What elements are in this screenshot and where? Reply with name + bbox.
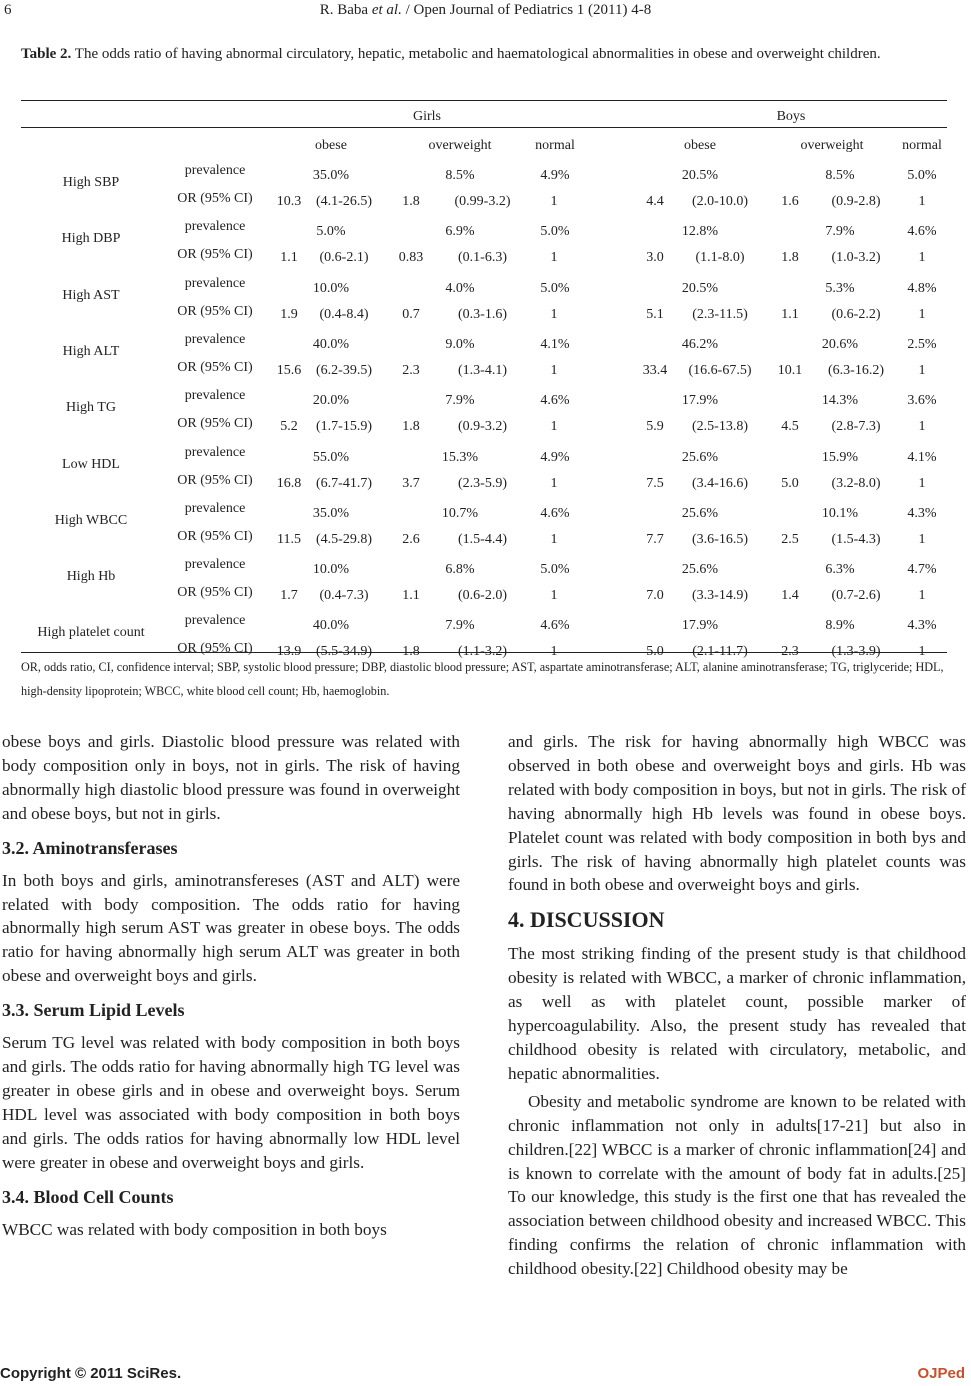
heading-aminotransferases: 3.2. Aminotransferases bbox=[2, 837, 178, 858]
table-caption-text: The odds ratio of having abnormal circulatory, hepatic, metabolic and haematological abnormalities in obese and overweight children. bbox=[71, 46, 881, 62]
cell-girls-or: 1.1 bbox=[280, 250, 298, 265]
cell-boys-or: (1.3-3.9) bbox=[831, 644, 881, 659]
row-type-prevalence: prevalence bbox=[184, 501, 246, 516]
cell-boys-prevalence: 8.9% bbox=[825, 618, 855, 633]
subheader-girls-normal: normal bbox=[535, 138, 575, 153]
cell-boys-or: 1.1 bbox=[781, 307, 799, 322]
row-type-or: OR (95% CI) bbox=[177, 304, 253, 319]
cell-boys-prevalence: 6.3% bbox=[825, 562, 855, 577]
cell-girls-prevalence: 35.0% bbox=[312, 506, 350, 521]
row-type-prevalence: prevalence bbox=[184, 613, 246, 628]
cell-boys-prevalence: 5.0% bbox=[907, 168, 937, 183]
cell-girls-or: 1 bbox=[550, 250, 558, 265]
cell-girls-or: 0.83 bbox=[398, 250, 424, 265]
cell-girls-or: 13.9 bbox=[276, 644, 302, 659]
left-column bbox=[2, 730, 460, 1242]
running-title: R. Baba et al. / Open Journal of Pediatrics 1 (2011) 4-8 bbox=[319, 2, 652, 18]
paragraph-blood-cell-counts: WBCC was related with body composition in both boys bbox=[2, 1219, 387, 1239]
cell-boys-or: 2.5 bbox=[781, 532, 799, 547]
cell-girls-or: (0.9-3.2) bbox=[458, 419, 507, 434]
cell-boys-prevalence: 20.5% bbox=[681, 281, 719, 296]
cell-boys-prevalence: 20.5% bbox=[681, 168, 719, 183]
paragraph-intro: obese boys and girls. Diastolic blood pressure was related with body composition only in boys, not in girls. The risk of having abnormally high diastolic blood pressure was found in overweight and obese boys, but not in girls. bbox=[2, 732, 460, 823]
row-type-or: OR (95% CI) bbox=[177, 416, 253, 431]
row-type-prevalence: prevalence bbox=[184, 332, 246, 347]
cell-boys-or: 1 bbox=[918, 363, 926, 378]
cell-boys-or: 5.1 bbox=[646, 307, 664, 322]
cell-girls-or: (0.99-3.2) bbox=[454, 194, 511, 209]
row-type-prevalence: prevalence bbox=[184, 445, 246, 460]
paragraph-aminotransferases: In both boys and girls, aminotransfereses (AST and ALT) were related with body composition. The odds ratio for having abnormally high serum AST was greater in obese boys. The odds ratio for having abnormally high serum ALT was greater in both obese and overweight boys and girls. bbox=[2, 870, 460, 986]
cell-boys-or: (2.1-11.7) bbox=[692, 644, 748, 659]
cell-girls-prevalence: 5.0% bbox=[540, 224, 570, 239]
cell-boys-or: 5.0 bbox=[646, 644, 664, 659]
cell-girls-prevalence: 4.6% bbox=[540, 618, 570, 633]
cell-girls-or: 1.1 bbox=[402, 588, 420, 603]
cell-girls-or: 1 bbox=[550, 419, 558, 434]
cell-girls-or: (6.2-39.5) bbox=[316, 363, 372, 378]
cell-boys-or: (0.6-2.2) bbox=[831, 307, 881, 322]
cell-boys-or: (3.2-8.0) bbox=[831, 476, 881, 491]
cell-boys-or: 5.0 bbox=[781, 476, 799, 491]
row-type-or: OR (95% CI) bbox=[177, 247, 253, 262]
table-footnote: OR, odds ratio, CI, confidence interval; SBP, systolic blood pressure; DBP, diastolic blood pressure; AST, aspartate aminotransferase; ALT, alanine aminotransferase; TG, triglyceride; HDL, high-density lipoprotein; WBCC, white blood cell count; Hb, haemoglobin. bbox=[21, 660, 944, 698]
cell-boys-prevalence: 25.6% bbox=[681, 562, 719, 577]
cell-girls-or: 1 bbox=[550, 644, 558, 659]
cell-boys-prevalence: 17.9% bbox=[681, 618, 719, 633]
cell-boys-or: 4.4 bbox=[646, 194, 664, 209]
cell-girls-or: 1.8 bbox=[402, 644, 420, 659]
subheader-girls-obese: obese bbox=[315, 138, 347, 153]
paragraph-discussion-2: Obesity and metabolic syndrome are known to be related with chronic inflammation not only in adults[17-21] but also in children.[22] WBCC is a marker of chronic inflammation[24] and is known to correlate with the amount of body fat in adults.[25] To our knowledge, this study is the first one that has revealed the association between childhood obesity and increased WBCC. This finding confirms the relation of chronic inflammation with childhood obesity.[22] Childhood obesity may be bbox=[508, 1091, 966, 1279]
cell-girls-or: (5.5-34.9) bbox=[316, 644, 372, 659]
cell-girls-or: 3.7 bbox=[402, 476, 420, 491]
row-type-or: OR (95% CI) bbox=[177, 641, 253, 656]
cell-girls-or: (0.1-6.3) bbox=[458, 250, 507, 265]
cell-girls-prevalence: 5.0% bbox=[540, 562, 570, 577]
row-label: High SBP bbox=[62, 175, 120, 190]
cell-girls-or: (1.3-4.1) bbox=[458, 363, 507, 378]
row-type-or: OR (95% CI) bbox=[177, 360, 253, 375]
cell-boys-or: (2.5-13.8) bbox=[692, 419, 748, 434]
row-label: High Hb bbox=[66, 569, 116, 584]
cell-boys-prevalence: 17.9% bbox=[681, 393, 719, 408]
subheader-boys-normal: normal bbox=[902, 138, 942, 153]
cell-boys-or: (2.8-7.3) bbox=[831, 419, 881, 434]
cell-girls-prevalence: 8.5% bbox=[445, 168, 475, 183]
cell-boys-or: 10.1 bbox=[777, 363, 803, 378]
cell-boys-or: 1 bbox=[918, 532, 926, 547]
table-caption-label: Table 2. bbox=[21, 46, 72, 62]
cell-girls-prevalence: 35.0% bbox=[312, 168, 350, 183]
cell-boys-or: (1.5-4.3) bbox=[831, 532, 881, 547]
row-label: High DBP bbox=[61, 231, 121, 246]
journal-abbrev: OJPed bbox=[917, 1365, 965, 1382]
cell-boys-or: (2.0-10.0) bbox=[692, 194, 748, 209]
cell-girls-prevalence: 7.9% bbox=[445, 618, 475, 633]
cell-girls-prevalence: 40.0% bbox=[312, 337, 350, 352]
paragraph-discussion-1: The most striking finding of the present study is that childhood obesity is related with WBCC, a marker of chronic inflammation, as well as with platelet count, possible marker of hypercoagulability. Also, the present study has revealed that childhood obesity is related with circulatory, metabolic, and hepatic abnormalities. bbox=[508, 944, 966, 1083]
row-type-or: OR (95% CI) bbox=[177, 529, 253, 544]
cell-girls-prevalence: 55.0% bbox=[312, 450, 350, 465]
page-number: 6 bbox=[4, 2, 12, 18]
cell-boys-prevalence: 46.2% bbox=[681, 337, 719, 352]
row-label: High WBCC bbox=[54, 513, 128, 528]
cell-boys-or: 1 bbox=[918, 644, 926, 659]
copyright: Copyright © 2011 SciRes. bbox=[0, 1365, 182, 1382]
cell-girls-prevalence: 10.7% bbox=[441, 506, 479, 521]
cell-boys-or: (0.7-2.6) bbox=[831, 588, 881, 603]
cell-boys-or: 1 bbox=[918, 588, 926, 603]
cell-girls-or: (0.4-8.4) bbox=[319, 307, 369, 322]
cell-boys-prevalence: 4.3% bbox=[907, 506, 937, 521]
cell-boys-prevalence: 5.3% bbox=[825, 281, 855, 296]
cell-girls-prevalence: 5.0% bbox=[316, 224, 346, 239]
group-header-girls: Girls bbox=[413, 109, 441, 124]
cell-boys-or: (3.6-16.5) bbox=[692, 532, 748, 547]
paragraph-lipids: Serum TG level was related with body composition in both boys and girls. The odds ratio for having abnormally high TG level was greater in obese girls and in obese and overweight boys. Serum HDL level was associated with body composition in both boys and girls. The odds ratios for having abnormally low HDL level were greater in obese and overweight boys and girls. bbox=[2, 1033, 460, 1172]
cell-girls-prevalence: 7.9% bbox=[445, 393, 475, 408]
cell-girls-prevalence: 4.0% bbox=[445, 281, 475, 296]
cell-boys-or: 33.4 bbox=[642, 363, 668, 378]
cell-girls-or: 5.2 bbox=[280, 419, 298, 434]
cell-boys-or: 1 bbox=[918, 476, 926, 491]
cell-boys-or: 7.0 bbox=[646, 588, 664, 603]
table-header-rule bbox=[21, 127, 947, 128]
row-type-prevalence: prevalence bbox=[184, 388, 246, 403]
cell-girls-or: 0.7 bbox=[402, 307, 420, 322]
cell-girls-prevalence: 40.0% bbox=[312, 618, 350, 633]
row-type-prevalence: prevalence bbox=[184, 219, 246, 234]
cell-boys-prevalence: 4.6% bbox=[907, 224, 937, 239]
cell-girls-or: (0.6-2.1) bbox=[319, 250, 369, 265]
cell-boys-prevalence: 7.9% bbox=[825, 224, 855, 239]
cell-boys-or: (2.3-11.5) bbox=[692, 307, 748, 322]
cell-boys-or: 3.0 bbox=[646, 250, 664, 265]
right-column bbox=[508, 730, 966, 1281]
cell-girls-or: 1 bbox=[550, 307, 558, 322]
cell-boys-prevalence: 14.3% bbox=[821, 393, 859, 408]
cell-girls-or: (1.5-4.4) bbox=[458, 532, 507, 547]
cell-girls-or: 10.3 bbox=[276, 194, 302, 209]
cell-girls-or: 2.6 bbox=[402, 532, 420, 547]
row-label: High AST bbox=[62, 288, 120, 303]
cell-girls-or: 1.8 bbox=[402, 419, 420, 434]
subheader-boys-overweight: overweight bbox=[800, 138, 864, 153]
cell-boys-prevalence: 25.6% bbox=[681, 506, 719, 521]
row-label: Low HDL bbox=[62, 457, 120, 472]
cell-boys-or: (3.4-16.6) bbox=[692, 476, 748, 491]
cell-girls-or: (4.1-26.5) bbox=[316, 194, 372, 209]
cell-girls-prevalence: 4.9% bbox=[540, 450, 570, 465]
cell-boys-or: 1 bbox=[918, 419, 926, 434]
cell-girls-prevalence: 10.0% bbox=[312, 562, 350, 577]
cell-girls-prevalence: 5.0% bbox=[540, 281, 570, 296]
cell-boys-or: 1 bbox=[918, 250, 926, 265]
cell-boys-prevalence: 4.3% bbox=[907, 618, 937, 633]
cell-girls-prevalence: 6.8% bbox=[445, 562, 475, 577]
cell-girls-prevalence: 4.6% bbox=[540, 506, 570, 521]
cell-boys-prevalence: 4.8% bbox=[907, 281, 937, 296]
subheader-girls-overweight: overweight bbox=[428, 138, 492, 153]
cell-boys-or: (3.3-14.9) bbox=[692, 588, 748, 603]
cell-girls-prevalence: 4.9% bbox=[540, 168, 570, 183]
cell-girls-or: 1 bbox=[550, 476, 558, 491]
cell-boys-or: 7.5 bbox=[646, 476, 664, 491]
table-top-rule bbox=[21, 100, 947, 101]
cell-boys-prevalence: 20.6% bbox=[821, 337, 859, 352]
cell-boys-prevalence: 25.6% bbox=[681, 450, 719, 465]
row-type-prevalence: prevalence bbox=[184, 557, 246, 572]
cell-boys-prevalence: 4.1% bbox=[907, 450, 937, 465]
cell-boys-or: 5.9 bbox=[646, 419, 664, 434]
cell-girls-prevalence: 4.6% bbox=[540, 393, 570, 408]
cell-girls-or: 16.8 bbox=[276, 476, 302, 491]
cell-girls-prevalence: 9.0% bbox=[445, 337, 475, 352]
cell-girls-or: 1 bbox=[550, 194, 558, 209]
cell-boys-or: 7.7 bbox=[646, 532, 664, 547]
cell-girls-or: 11.5 bbox=[277, 532, 301, 547]
cell-girls-prevalence: 10.0% bbox=[312, 281, 350, 296]
row-label: High platelet count bbox=[37, 625, 145, 640]
row-type-prevalence: prevalence bbox=[184, 163, 246, 178]
cell-boys-or: 2.3 bbox=[781, 644, 799, 659]
cell-boys-prevalence: 8.5% bbox=[825, 168, 855, 183]
cell-girls-or: 1 bbox=[550, 532, 558, 547]
cell-boys-prevalence: 4.7% bbox=[907, 562, 937, 577]
row-label: High TG bbox=[66, 400, 116, 415]
cell-girls-prevalence: 4.1% bbox=[540, 337, 570, 352]
cell-boys-or: 1.4 bbox=[781, 588, 799, 603]
cell-boys-prevalence: 3.6% bbox=[907, 393, 937, 408]
cell-boys-prevalence: 12.8% bbox=[681, 224, 719, 239]
row-type-or: OR (95% CI) bbox=[177, 585, 253, 600]
cell-girls-or: (1.1-3.2) bbox=[458, 644, 507, 659]
row-label: High ALT bbox=[62, 344, 120, 359]
cell-girls-or: (0.4-7.3) bbox=[319, 588, 369, 603]
cell-girls-prevalence: 15.3% bbox=[441, 450, 479, 465]
cell-girls-or: (0.3-1.6) bbox=[458, 307, 507, 322]
cell-girls-prevalence: 6.9% bbox=[445, 224, 475, 239]
cell-girls-prevalence: 20.0% bbox=[312, 393, 350, 408]
cell-boys-or: (1.1-8.0) bbox=[695, 250, 745, 265]
cell-boys-or: 1.6 bbox=[781, 194, 799, 209]
cell-girls-or: 1.7 bbox=[280, 588, 298, 603]
cell-boys-or: (16.6-67.5) bbox=[688, 363, 752, 378]
table-caption bbox=[21, 42, 951, 67]
cell-girls-or: 1 bbox=[550, 363, 558, 378]
cell-girls-or: 15.6 bbox=[276, 363, 302, 378]
cell-girls-or: (2.3-5.9) bbox=[458, 476, 507, 491]
group-header-boys: Boys bbox=[776, 109, 806, 124]
cell-girls-or: (4.5-29.8) bbox=[316, 532, 372, 547]
cell-girls-or: 2.3 bbox=[402, 363, 420, 378]
row-type-or: OR (95% CI) bbox=[177, 473, 253, 488]
cell-girls-or: (1.7-15.9) bbox=[316, 419, 372, 434]
row-type-or: OR (95% CI) bbox=[177, 191, 253, 206]
cell-girls-or: (6.7-41.7) bbox=[316, 476, 372, 491]
paragraph-results-continued: and girls. The risk for having abnormally high WBCC was observed in both obese and overweight boys and girls. Hb was related with body composition in boys, but not in girls. The risk of having abnormally high Hb levels was found in obese boys. Platelet count was related with body composition in both bys and girls. The risk of having abnormally high platelet counts was found in both obese and overweight boys and girls. bbox=[508, 732, 966, 895]
subheader-boys-obese: obese bbox=[684, 138, 716, 153]
cell-boys-or: 1 bbox=[918, 194, 926, 209]
cell-boys-prevalence: 15.9% bbox=[821, 450, 859, 465]
row-type-prevalence: prevalence bbox=[184, 276, 246, 291]
cell-boys-or: (1.0-3.2) bbox=[831, 250, 881, 265]
cell-boys-or: 1.8 bbox=[781, 250, 799, 265]
heading-blood-cell-counts: 3.4. Blood Cell Counts bbox=[2, 1186, 174, 1207]
cell-boys-or: (6.3-16.2) bbox=[828, 363, 884, 378]
heading-lipids: 3.3. Serum Lipid Levels bbox=[2, 1000, 185, 1021]
heading-discussion: 4. DISCUSSION bbox=[508, 907, 665, 933]
cell-boys-prevalence: 10.1% bbox=[821, 506, 859, 521]
cell-girls-or: (0.6-2.0) bbox=[458, 588, 507, 603]
cell-boys-or: 1 bbox=[918, 307, 926, 322]
cell-girls-or: 1.8 bbox=[402, 194, 420, 209]
cell-boys-or: 4.5 bbox=[781, 419, 799, 434]
cell-boys-prevalence: 2.5% bbox=[907, 337, 937, 352]
cell-girls-or: 1 bbox=[550, 588, 558, 603]
cell-boys-or: (0.9-2.8) bbox=[831, 194, 881, 209]
cell-girls-or: 1.9 bbox=[280, 307, 298, 322]
